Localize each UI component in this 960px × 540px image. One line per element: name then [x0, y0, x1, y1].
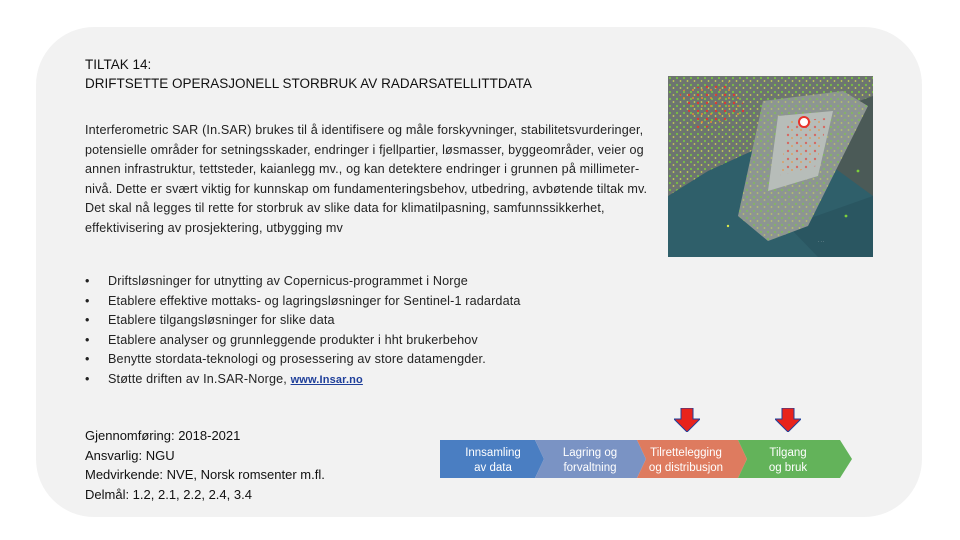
title-line-2: DRIFTSETTE OPERASJONELL STORBRUK AV RADARSATELLITTDATA [85, 76, 532, 91]
svg-text:· · ·: · · · [818, 239, 825, 244]
process-step-2-line1: Lagring og [562, 447, 618, 459]
project-meta [85, 426, 325, 504]
list-item: • Støtte driften av In.SAR-Norge, www.Insar.no [85, 371, 363, 386]
list-item: • Driftsløsninger for utnytting av Copernicus-programmet i Norge [85, 274, 468, 288]
meta-participants: Medvirkende: NVE, Norsk romsenter m.fl. [85, 467, 325, 482]
insar-link[interactable]: www.Insar.no [290, 373, 363, 386]
bullet-list [85, 272, 521, 391]
satellite-insar-map-image [668, 76, 873, 257]
down-arrow-icon [674, 408, 700, 432]
process-step-4-line2: og bruk [768, 462, 808, 474]
process-step-3-line1: Tilrettelegging [650, 447, 722, 459]
process-flow [440, 440, 852, 478]
meta-responsible: Ansvarlig: NGU [85, 447, 175, 463]
intro-paragraph: Interferometric SAR (In.SAR) brukes til å identifisere og måle forskyvninger, stabilitetsvurderinger, potensielle områder for setningsskader, endringer i fjellpartier, løsmasser, byggeområder, veier og annen infrastruktur, tettsteder, kaianlegg mv., og kan detektere endringer i grunnen på millimeter-nivå. Dette er svært viktig for kunnskap om fundamenteringsbehov, utbedring, avbøtende tiltak mv. Det skal nå legges til rette for storbruk av slike data for klimatilpasning, samfunnssikkerhet, effektivisering av prosjektering, utbygging mv [85, 123, 648, 235]
meta-period: Gjennomføring: 2018-2021 [85, 428, 241, 443]
list-item: • Etablere tilgangsløsninger for slike data [85, 313, 335, 328]
process-step-1-line2: av data [474, 462, 512, 474]
process-step-3-line2: og distribusjon [648, 462, 724, 474]
slide-title [85, 55, 532, 93]
process-step-1-line1: Innsamling [465, 447, 521, 459]
down-arrow-icon [775, 408, 801, 432]
list-item: • Etablere analyser og grunnleggende produkter i hht brukerbehov [85, 332, 478, 347]
process-svg [440, 440, 852, 478]
process-step-4-line1: Tilgang [769, 447, 807, 459]
list-item: • Benytte stordata-teknologi og prosessering av store datamengder. [85, 352, 486, 367]
list-item: • Etablere effektive mottaks- og lagringsløsninger for Sentinel-1 radardata [85, 293, 521, 308]
meta-subgoals: Delmål: 1.2, 2.1, 2.2, 2.4, 3.4 [85, 486, 252, 502]
map-svg [668, 76, 873, 257]
process-step-2-line2: forvaltning [563, 462, 617, 474]
title-line-1: TILTAK 14: [85, 57, 152, 72]
